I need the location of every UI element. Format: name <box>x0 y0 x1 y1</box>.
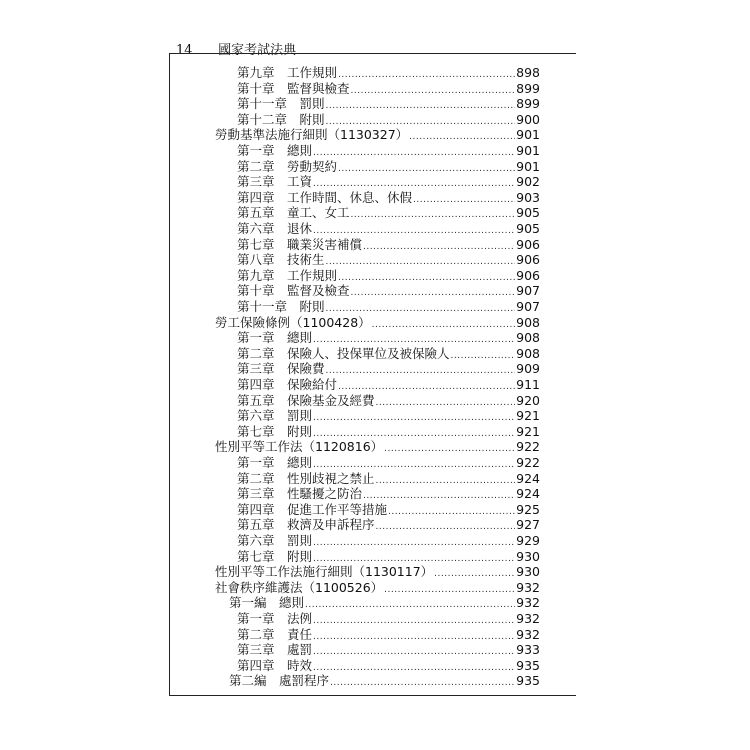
toc-entry-page: 922 <box>516 439 540 455</box>
toc-entry-title: 勞動基準法施行細則（1130327） <box>215 127 409 143</box>
toc-entry-page: 906 <box>516 236 540 252</box>
toc-chapter-entry <box>237 424 540 439</box>
toc-chapter-entry <box>237 346 540 361</box>
toc-entry-title: 第一章 總則 <box>237 143 313 158</box>
book-title: 國家考試法典 <box>218 43 297 58</box>
toc-entry-page: 921 <box>516 423 540 439</box>
toc-entry-page: 908 <box>516 345 540 361</box>
toc-chapter-entry <box>237 283 540 298</box>
toc-entry-page: 908 <box>516 330 540 346</box>
toc-chapter-entry <box>237 455 540 470</box>
toc-entry-title: 第十章 監督及檢查 <box>237 283 350 299</box>
toc-law-entry <box>215 127 540 142</box>
toc-law-entry <box>215 580 540 595</box>
toc-chapter-entry <box>237 205 540 220</box>
toc-entry-title: 第二編 處罰程序 <box>229 673 330 689</box>
toc-law-entry <box>215 439 540 454</box>
toc-entry-page: 901 <box>516 158 540 174</box>
toc-entry-title: 第五章 童工、女工 <box>237 205 350 221</box>
toc-entry-title: 第五章 救濟及申訴程序 <box>237 517 375 533</box>
toc-entry-title: 第三章 處罰 <box>237 642 313 658</box>
toc-entry-page: 924 <box>516 486 540 502</box>
toc-entry-title: 第八章 技術生 <box>237 252 325 268</box>
toc-entry-title: 第三章 工資 <box>237 174 313 190</box>
toc-chapter-entry <box>237 502 540 517</box>
toc-entry-page: 905 <box>516 205 540 221</box>
toc-entry-page: 930 <box>516 548 540 564</box>
toc-entry-page: 898 <box>516 65 540 80</box>
toc-entry-page: 901 <box>516 127 540 143</box>
toc-entry-title: 第三章 性騷擾之防治 <box>237 486 363 502</box>
toc-entry-title: 第九章 工作規則 <box>237 65 338 80</box>
toc-entry-title: 第十一章 罰則 <box>237 96 325 112</box>
toc-entry-page: 903 <box>516 189 540 205</box>
toc-chapter-entry <box>237 268 540 283</box>
toc-entry-page: 930 <box>516 564 540 580</box>
toc-chapter-entry <box>237 393 540 408</box>
toc-entry-title: 第二章 性別歧視之禁止 <box>237 470 375 486</box>
toc-entry-page: 909 <box>516 361 540 377</box>
toc-entry-title: 第六章 罰則 <box>237 533 313 548</box>
toc-chapter-entry <box>237 174 540 189</box>
toc-entry-page: 922 <box>516 455 540 470</box>
toc-entry-title: 第四章 促進工作平等措施 <box>237 501 388 517</box>
toc-chapter-entry <box>237 81 540 96</box>
toc-chapter-entry <box>237 486 540 501</box>
toc-entry-page: 925 <box>516 501 540 517</box>
toc-entry-title: 第七章 職業災害補償 <box>237 236 363 252</box>
toc-entry-page: 932 <box>516 595 540 611</box>
toc-entry-page: 935 <box>516 657 540 673</box>
toc-entry-title: 性別平等工作法（1120816） <box>215 439 384 455</box>
toc-entry-title: 第三章 保險費 <box>237 361 325 377</box>
toc-chapter-entry <box>237 533 540 548</box>
toc-entry-title: 社會秩序維護法（1100526） <box>215 579 384 595</box>
toc-entry-page: 924 <box>516 470 540 486</box>
toc-entry-page: 908 <box>516 314 540 330</box>
toc-entry-page: 905 <box>516 221 540 236</box>
toc-chapter-entry <box>237 159 540 174</box>
toc-chapter-entry <box>237 517 540 532</box>
toc-entry-page: 935 <box>516 673 540 689</box>
toc-law-entry <box>215 315 540 330</box>
toc-entry-title: 第七章 附則 <box>237 548 313 564</box>
toc-entry-page: 921 <box>516 408 540 424</box>
toc-entry-title: 第四章 保險給付 <box>237 377 338 392</box>
toc-part-entry <box>229 673 540 688</box>
toc-entry-title: 第十一章 附則 <box>237 299 325 314</box>
toc-chapter-entry <box>237 65 540 80</box>
toc-entry-title: 第五章 保險基金及經費 <box>237 392 375 408</box>
toc-entry-title: 第十章 監督與檢查 <box>237 80 350 96</box>
toc-chapter-entry <box>237 237 540 252</box>
toc-entry-title: 勞工保險條例（1100428） <box>215 314 371 330</box>
toc-chapter-entry <box>237 252 540 267</box>
toc-entry-page: 911 <box>516 377 540 392</box>
toc-entry-page: 920 <box>516 392 540 408</box>
toc-entry-page: 907 <box>516 283 540 299</box>
toc-part-entry <box>229 595 540 610</box>
toc-entry-title: 第二章 責任 <box>237 626 313 642</box>
toc-chapter-entry <box>237 408 540 423</box>
toc-entry-title: 第六章 罰則 <box>237 408 313 424</box>
toc-entry-page: 927 <box>516 517 540 533</box>
toc-entry-page: 933 <box>516 642 540 658</box>
toc-chapter-entry <box>237 642 540 657</box>
toc-entry-title: 第四章 工作時間、休息、休假 <box>237 189 413 205</box>
toc-entry-page: 902 <box>516 174 540 190</box>
toc-chapter-entry <box>237 112 540 127</box>
toc-entry-title: 性別平等工作法施行細則（1130117） <box>215 564 434 580</box>
toc-entry-page: 900 <box>516 111 540 127</box>
toc-entry-title: 第四章 時效 <box>237 657 313 673</box>
toc-chapter-entry <box>237 377 540 392</box>
toc-chapter-entry <box>237 330 540 345</box>
toc-chapter-entry <box>237 627 540 642</box>
dot-leader <box>330 676 515 691</box>
toc-chapter-entry <box>237 143 540 158</box>
toc-chapter-entry <box>237 221 540 236</box>
toc-chapter-entry <box>237 549 540 564</box>
toc-entry-page: 906 <box>516 267 540 283</box>
toc-law-entry <box>215 564 540 579</box>
toc-entry-page: 906 <box>516 252 540 268</box>
toc-entry-title: 第一章 總則 <box>237 330 313 346</box>
toc-chapter-entry <box>237 471 540 486</box>
toc-entry-title: 第一章 法例 <box>237 611 313 626</box>
toc-entry-title: 第十二章 附則 <box>237 111 325 127</box>
toc-entry-title: 第九章 工作規則 <box>237 267 338 283</box>
toc-entry-page: 932 <box>516 579 540 595</box>
toc-entry-page: 929 <box>516 533 540 548</box>
toc-chapter-entry <box>237 611 540 626</box>
toc-entry-page: 899 <box>516 96 540 112</box>
toc-entry-page: 932 <box>516 611 540 626</box>
toc-entry-page: 932 <box>516 626 540 642</box>
toc-entry-page: 907 <box>516 299 540 314</box>
toc-entry-title: 第七章 附則 <box>237 423 313 439</box>
page-number: 14 <box>176 43 193 58</box>
toc-entry-page: 901 <box>516 143 540 158</box>
toc-chapter-entry <box>237 658 540 673</box>
toc-chapter-entry <box>237 361 540 376</box>
toc-entry-title: 第二章 勞動契約 <box>237 158 338 174</box>
toc-chapter-entry <box>237 96 540 111</box>
toc-entry-title: 第一編 總則 <box>229 595 305 611</box>
toc-entry-title: 第一章 總則 <box>237 455 313 470</box>
toc-entry-title: 第六章 退休 <box>237 221 313 236</box>
toc-entry-page: 899 <box>516 80 540 96</box>
toc-chapter-entry <box>237 299 540 314</box>
toc-chapter-entry <box>237 190 540 205</box>
toc-entry-title: 第二章 保險人、投保單位及被保險人 <box>237 345 450 361</box>
